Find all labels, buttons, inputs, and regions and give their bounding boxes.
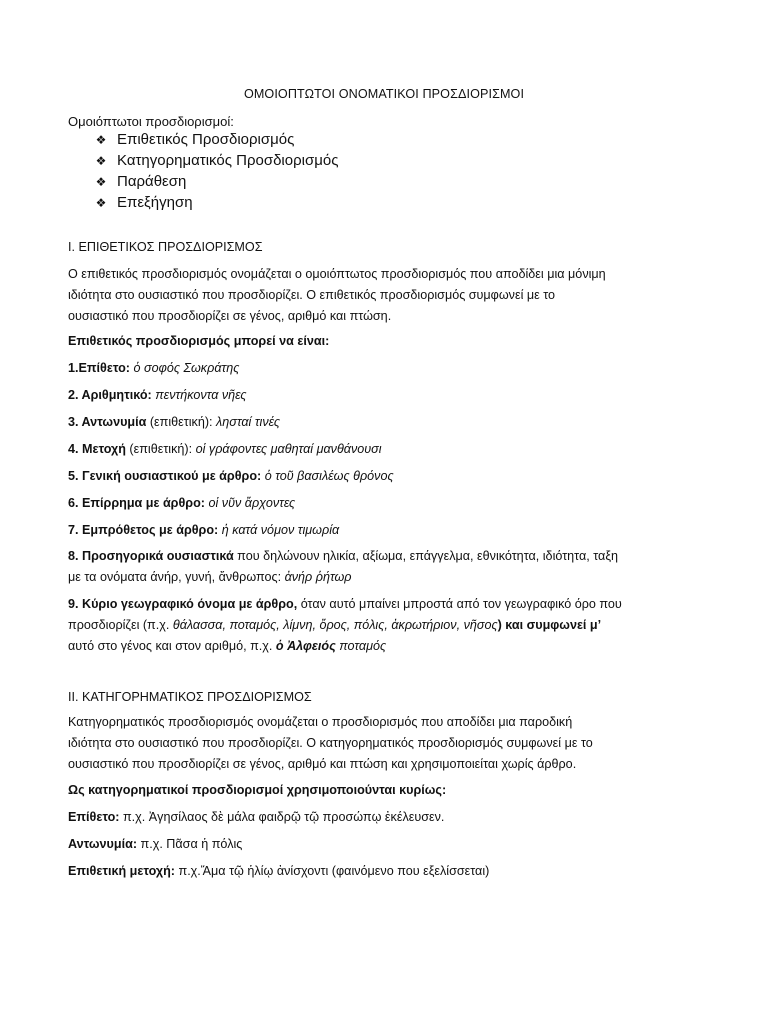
list-item: 4. Μετοχή (επιθετική): οἱ γράφοντες μαθηταί μανθάνουσι <box>68 442 382 456</box>
definition-paragraph: Ο επιθετικός προσδιορισμός ονομάζεται ο ομοιόπτωτος προσδιορισμός που αποδίδει μια μόνιμη ιδιότητα στο ουσιαστικό που προσδιορίζει. Ο επιθετικός προσδιορισμός συμφωνεί με το ουσιαστικό που προσδιορίζει σε γένος, αριθμό και πτώση. <box>68 267 606 323</box>
list-item: 7. Εμπρόθετος με άρθρο: ἡ κατά νόμον τιμωρία <box>68 523 340 537</box>
list-item: 2. Αριθμητικό: πεντήκοντα νῆες <box>68 388 247 402</box>
list-item: 3. Αντωνυμία (επιθετική): λησταί τινές <box>68 415 280 429</box>
list-item: Αντωνυμία: π.χ. Πᾶσα ἡ πόλις <box>68 837 243 851</box>
list-item: 1.Επίθετο: ὁ σοφός Σωκράτης <box>68 361 240 375</box>
document-title: ΟΜΟΙΟΠΤΩΤΟΙ ΟΝΟΜΑΤΙΚΟΙ ΠΡΟΣΔΙΟΡΙΣΜΟΙ <box>243 87 525 101</box>
list-item: 8. Προσηγορικά ουσιαστικά που δηλώνουν ηλικία, αξίωμα, επάγγελμα, εθνικότητα, ιδιότητα, ταξη με τα ονόματα άνήρ, γυνή, ἄνθρωπος: ἀνήρ ῥήτωρ <box>68 549 618 584</box>
section-heading: Ι. ΕΠΙΘΕΤΙΚΟΣ ΠΡΟΣΔΙΟΡΙΣΜΟΣ <box>68 240 263 254</box>
list-item: ❖ Επεξήγηση <box>95 194 193 212</box>
list-item: Επίθετο: π.χ. Ἀγησίλαος δὲ μάλα φαιδρῷ τῷ προσώπῳ ἐκέλευσεν. <box>68 810 445 824</box>
list-item: 5. Γενική ουσιαστικού με άρθρο: ὁ τοῦ βασιλέως θρόνος <box>68 469 394 483</box>
intro-heading: Ομοιόπτωτοι προσδιορισμοί: <box>68 114 234 129</box>
subheading: Ως κατηγορηματικοί προσδιορισμοί χρησιμοποιούνται κυρίως: <box>68 783 447 797</box>
list-item: ❖ Επιθετικός Προσδιορισμός <box>95 131 295 149</box>
list-item: ❖ Κατηγορηματικός Προσδιορισμός <box>95 152 339 170</box>
document-page <box>68 0 708 1024</box>
list-item: ❖ Παράθεση <box>95 173 187 191</box>
four-diamond-star-icon: ❖ <box>95 175 107 189</box>
four-diamond-star-icon: ❖ <box>95 196 107 210</box>
four-diamond-star-icon: ❖ <box>95 133 107 147</box>
list-item: 6. Επίρρημα με άρθρο: οἱ νῦν ἄρχοντες <box>68 496 296 510</box>
bullet-list <box>94 130 338 214</box>
section-heading: ΙΙ. ΚΑΤΗΓΟΡΗΜΑΤΙΚΟΣ ΠΡΟΣΔΙΟΡΙΣΜΟΣ <box>68 690 312 704</box>
subheading: Επιθετικός προσδιορισμός μπορεί να είναι: <box>68 334 330 348</box>
four-diamond-star-icon: ❖ <box>95 154 107 168</box>
list-item: Επιθετική μετοχή: π.χ.Ἅμα τῷ ἡλίῳ ἀνίσχοντι (φαινόμενο που εξελίσσεται) <box>68 864 490 878</box>
definition-paragraph: Κατηγορηματικός προσδιορισμός ονομάζεται ο προσδιορισμός που αποδίδει μια παροδική ιδιότητα στο ουσιαστικό που προσδιορίζει. Ο κατηγορηματικός προσδιορισμός συμφωνεί με το ουσιαστικό που προσδιορίζει σε γένος, αριθμό και πτώση και χρησιμοποιείται χωρίς άρθρο. <box>68 715 593 771</box>
list-item: 9. Κύριο γεωγραφικό όνομα με άρθρο, όταν αυτό μπαίνει μπροστά από τον γεωγραφικό όρο που προσδιορίζει (π.χ. θάλασσα, ποταμός, λίμνη, ὄρος, πόλις, ἀκρωτήριον, νῆσος) και συμφωνεί μ’ αυτό στο γένος και στον αριθμό, π.χ. ὁ Ἀλφειός ποταμός <box>68 597 622 653</box>
